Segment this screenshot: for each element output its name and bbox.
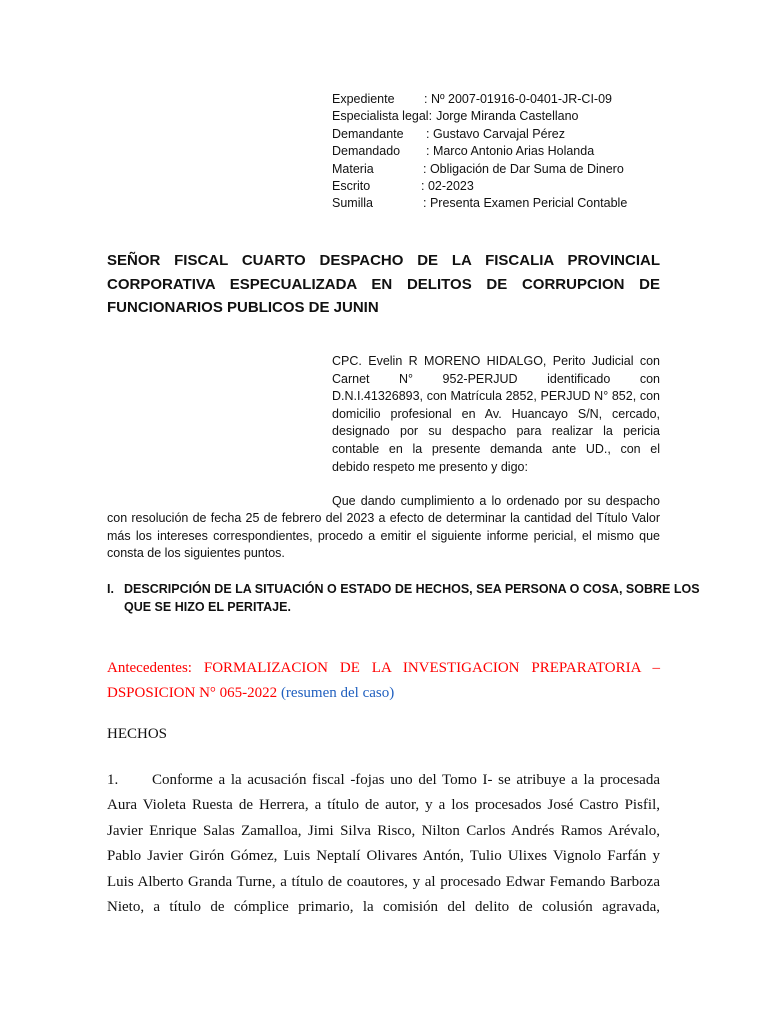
- antecedentes-line: Antecedentes: FORMALIZACION DE LA INVESTIGACION PREPARATORIA –: [107, 660, 660, 676]
- section-heading: [107, 581, 700, 616]
- header-label: Materia: [332, 161, 374, 176]
- header-row-sumilla: [332, 195, 627, 212]
- header-label: Expediente: [332, 92, 395, 106]
- header-value: : Obligación de Dar Suma de Dinero: [423, 161, 624, 176]
- addressee-line: FUNCIONARIOS PUBLICOS DE JUNIN: [107, 299, 379, 316]
- hechos-title: HECHOS: [107, 726, 168, 742]
- addressee-heading: [107, 249, 660, 320]
- header-label: Demandado: [332, 144, 401, 159]
- hechos-line: Aura Violeta Ruesta de Herrera, a título de autor, y a los procesados José Castro Pisfil,: [107, 797, 660, 814]
- case-summary-note: (resumen del caso): [280, 685, 395, 701]
- section-line: QUE SE HIZO EL PERITAJE.: [124, 599, 291, 614]
- intro-line: debido respeto me presento y digo:: [332, 459, 528, 474]
- header-row-escrito: [332, 178, 627, 195]
- paragraph-line: consta de los siguientes puntos.: [107, 546, 285, 561]
- header-row-especialista: [332, 108, 627, 125]
- header-row-expediente: [332, 91, 627, 108]
- header-label: Escrito: [332, 179, 371, 194]
- hechos-item-number: 1.: [107, 772, 119, 788]
- section-line: DESCRIPCIÓN DE LA SITUACIÓN O ESTADO DE HECHOS, SEA PERSONA O COSA, SOBRE LOS: [124, 582, 700, 596]
- hechos-line: Nieto, a título de cómplice primario, la comisión del delito de colusión agravada,: [107, 899, 660, 916]
- header-row-demandante: [332, 126, 627, 143]
- intro-line: domicilio profesional en Av. Huancayo S/N, cercado,: [332, 406, 660, 421]
- antecedentes-block: [107, 656, 660, 706]
- header-label: Sumilla: [332, 196, 373, 211]
- hechos-line-first: [107, 768, 660, 793]
- paragraph-line: con resolución de fecha 25 de febrero del 2023 a efecto de determinar la cantidad del Título Valor: [107, 511, 660, 526]
- paragraph-line: más los intereses correspondientes, procedo a emitir el siguiente informe pericial, el mismo que: [107, 528, 660, 543]
- addressee-line: SEÑOR FISCAL CUARTO DESPACHO DE LA FISCALIA PROVINCIAL: [107, 252, 660, 269]
- header-value: : Nº 2007-01916-0-0401-JR-CI-09: [424, 92, 612, 106]
- hechos-line: Conforme a la acusación fiscal -fojas uno del Tomo I- se atribuye a la procesada: [152, 772, 660, 788]
- disposition-number: DSPOSICION N° 065-2022: [107, 685, 278, 701]
- intro-line: designado por su despacho para realizar la pericia: [332, 424, 660, 439]
- antecedentes-line-2: [107, 681, 660, 706]
- section-number: I.: [107, 582, 114, 596]
- header-row-materia: [332, 161, 627, 178]
- header-label: Demandante: [332, 126, 404, 141]
- header-value: : Presenta Examen Pericial Contable: [423, 196, 628, 211]
- hechos-line: Pablo Javier Girón Gómez, Luis Neptalí Olivares Antón, Tulio Ulixes Vignolo Farfán y: [107, 848, 660, 865]
- case-header: [332, 91, 627, 213]
- intro-line: D.N.I.41326893, con Matrícula 2852, PERJUD N° 852, con: [332, 389, 660, 404]
- intro-line: Carnet N° 952-PERJUD identificado con: [332, 371, 660, 386]
- hechos-paragraph: [107, 768, 660, 920]
- hechos-line: Javier Enrique Salas Zamalloa, Jimi Silva Risco, Nilton Carlos Andrés Ramos Arévalo,: [107, 822, 660, 839]
- paragraph-line: Que dando cumplimiento a lo ordenado por su despacho: [332, 494, 660, 508]
- header-value: : Gustavo Carvajal Pérez: [426, 126, 565, 141]
- header-label: Especialista legal:: [332, 109, 433, 124]
- header-value: : Marco Antonio Arias Holanda: [426, 144, 595, 159]
- header-value: Jorge Miranda Castellano: [436, 109, 579, 124]
- intro-line: contable en la presente demanda ante UD., con el: [332, 441, 660, 456]
- compliance-paragraph: [107, 493, 660, 563]
- hechos-line: Luis Alberto Granda Turne, a título de coautores, y al procesado Edwar Femando Barboza: [107, 873, 660, 890]
- addressee-line: CORPORATIVA ESPECUALIZADA EN DELITOS DE CORRUPCION DE: [107, 275, 660, 293]
- intro-line: CPC. Evelin R MORENO HIDALGO, Perito Judicial con: [332, 354, 660, 368]
- header-value: : 02-2023: [421, 179, 474, 194]
- intro-paragraph: [332, 353, 660, 476]
- header-row-demandado: [332, 143, 627, 160]
